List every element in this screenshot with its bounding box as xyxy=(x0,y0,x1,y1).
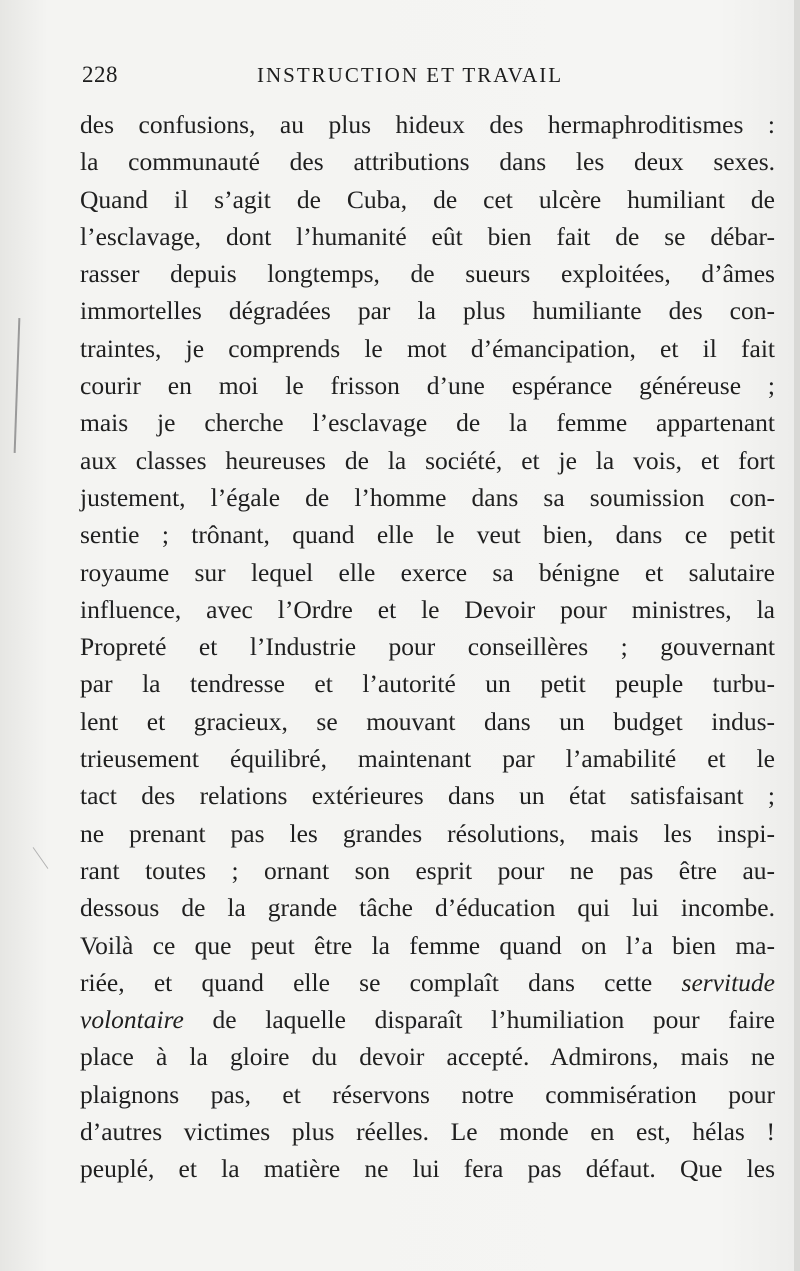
italic-phrase: volontaire xyxy=(80,1005,184,1035)
text-line: place à la gloire du devoir accepté. Admirons, mais ne xyxy=(80,1042,775,1072)
page-edge-shadow xyxy=(794,0,800,1271)
text-line: courir en moi le frisson d’une espérance généreuse ; xyxy=(80,371,775,401)
text-line: immortelles dégradées par la plus humiliante des con- xyxy=(80,296,775,326)
text-line: justement, l’égale de l’homme dans sa soumission con- xyxy=(80,482,775,512)
text-line: Propreté et l’Industrie pour conseillères ; gouvernant xyxy=(80,632,775,662)
text-line: trieusement équilibré, maintenant par l’amabilité et le xyxy=(80,744,775,774)
text-line: mais je cherche l’esclavage de la femme appartenant xyxy=(80,408,775,438)
body-text xyxy=(80,106,775,1188)
text-line: l’esclavage, dont l’humanité eût bien fait de se débar- xyxy=(80,221,775,251)
text-line: aux classes heureuses de la société, et je la vois, et fort xyxy=(80,445,775,475)
text-line: sentie ; trônant, quand elle le veut bien, dans ce petit xyxy=(80,520,775,550)
margin-tick-mark xyxy=(33,847,49,869)
text-line: lent et gracieux, se mouvant dans un budget indus- xyxy=(80,706,775,736)
margin-pencil-mark xyxy=(14,318,21,453)
text-line: rasser depuis longtemps, de sueurs exploitées, d’âmes xyxy=(80,259,775,289)
text-line: peuplé, et la matière ne lui fera pas défaut. Que les xyxy=(80,1154,775,1184)
text-line: Voilà ce que peut être la femme quand on l’a bien ma- xyxy=(80,930,775,960)
text-line: dessous de la grande tâche d’éducation qui lui incombe. xyxy=(80,893,775,923)
text-line: par la tendresse et l’autorité un petit peuple turbu- xyxy=(80,669,775,699)
text-line: des confusions, au plus hideux des hermaphroditismes : xyxy=(80,110,775,139)
text-line-with-italic xyxy=(80,1001,775,1038)
text-line: ne prenant pas les grandes résolutions, mais les inspi- xyxy=(80,818,775,848)
text-line: traintes, je comprends le mot d’émancipation, et il fait xyxy=(80,333,775,363)
text-line: plaignons pas, et réservons notre commisération pour xyxy=(80,1079,775,1109)
text-line: royaume sur lequel elle exerce sa bénigne et salutaire xyxy=(80,557,775,587)
italic-phrase: servitude xyxy=(681,967,775,997)
text-line: Quand il s’agit de Cuba, de cet ulcère humiliant de xyxy=(80,184,775,214)
running-title: INSTRUCTION ET TRAVAIL xyxy=(257,63,564,87)
text-line: rant toutes ; ornant son esprit pour ne pas être au- xyxy=(80,855,775,885)
text-line-with-italic xyxy=(80,964,775,1001)
page-number: 228 xyxy=(82,62,118,87)
text-line: la communauté des attributions dans les deux sexes. xyxy=(80,147,775,177)
text-line: tact des relations extérieures dans un état satisfaisant ; xyxy=(80,781,775,811)
text-line: influence, avec l’Ordre et le Devoir pour ministres, la xyxy=(80,594,775,624)
text-segment: riée, et quand elle se complaît dans cette xyxy=(80,967,682,997)
text-line: d’autres victimes plus réelles. Le monde en est, hélas ! xyxy=(80,1117,775,1147)
page-header xyxy=(82,62,772,96)
text-segment: de laquelle disparaît l’humiliation pour faire xyxy=(183,1005,775,1035)
